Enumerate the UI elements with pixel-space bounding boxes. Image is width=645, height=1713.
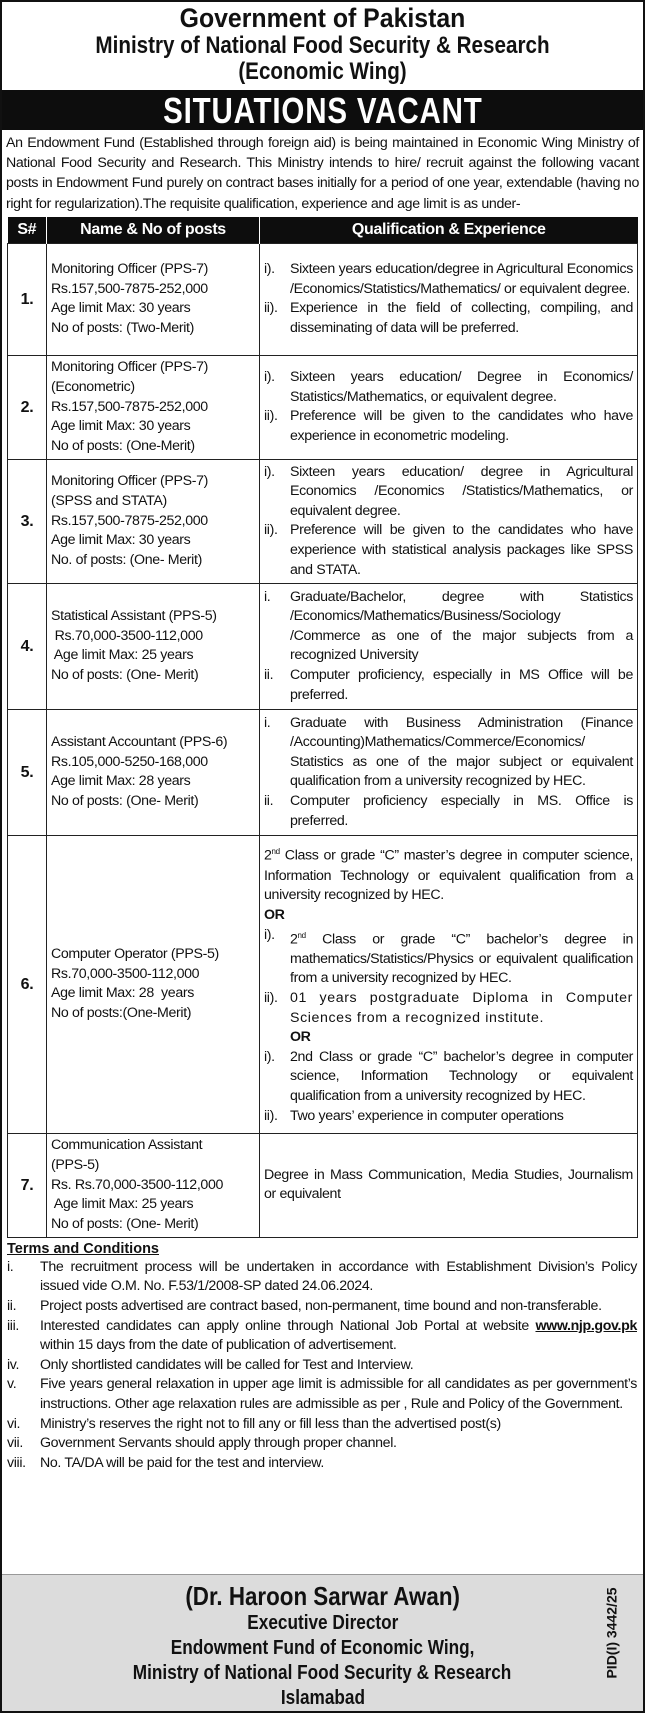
post-count: No of posts: (One-Merit) [51, 437, 195, 454]
row-qualification [260, 243, 638, 355]
terms-item: iii. Interested candidates can apply online through National Job Portal at website www.njp.gov.pk within 15 days from the date of publication of advertisement. [7, 1317, 637, 1354]
row-post-name [47, 1133, 260, 1237]
post-pay-scale: Rs.70,000-3500-112,000 [51, 965, 200, 982]
table-row [8, 583, 638, 709]
table-row [8, 243, 638, 355]
post-age-limit: Age limit Max: 30 years [51, 300, 191, 317]
njp-website-link[interactable]: www.njp.gov.pk [535, 1317, 637, 1334]
table-header-row [8, 217, 638, 244]
header [2, 2, 643, 85]
table-row [8, 355, 638, 459]
terms-item: vi. Ministry’s reserves the right not to fill any or fill less than the advertised post(s) [7, 1415, 501, 1432]
signature-footer [2, 1574, 643, 1711]
row-post-name [47, 583, 260, 709]
or-separator: OR [290, 1029, 311, 1046]
terms-item: viii. No. TA/DA will be paid for the test and interview. [7, 1454, 325, 1471]
qualification-item: i). Sixteen years education/degree in Agricultural Economics /Economics/Statistics/Mathematics/ or equivalent degree. [264, 261, 633, 297]
qualification-item: i). Sixteen years education/ Degree in Economics/ Statistics/Mathematics, or equivalent degree. [264, 369, 633, 405]
row-sn: 7. [8, 1133, 47, 1237]
post-age-limit: Age limit Max: 28 years [51, 773, 191, 790]
row-sn: 2. [8, 355, 47, 459]
signatory-city: Islamabad [280, 1687, 365, 1709]
terms-item: v. Five years general relaxation in upper age limit is admissible for all candidates as per government’s instructions. Other age relaxation rules are admissible as per , Rule and Policy of the Government. [7, 1376, 637, 1412]
row-qualification [260, 583, 638, 709]
terms-item: ii. Project posts advertised are contract based, non-permanent, time bound and non-transferable. [7, 1298, 602, 1314]
qualification-item: i. Graduate with Business Administration (Finance /Accounting)Mathematics/Commerce/Economics/ Statistics as one of the major subject or equivalent qualification from a university recognized by HEC. [264, 714, 633, 790]
post-count: No of posts: (One- Merit) [51, 1215, 199, 1232]
row-post-name [47, 243, 260, 355]
header-qualification: Qualification & Experience [260, 217, 638, 244]
post-count: No. of posts: (One- Merit) [51, 551, 202, 568]
terms-item: vii. Government Servants should apply through proper channel. [7, 1435, 397, 1452]
post-subtitle: (SPSS and STATA) [51, 492, 167, 509]
signatory-org: Endowment Fund of Economic Wing, [170, 1637, 475, 1659]
table-row [8, 1133, 638, 1237]
post-count: No of posts: (Two-Merit) [51, 319, 194, 336]
post-title: Assistant Accountant (PPS-6) [51, 734, 228, 751]
row-sn: 4. [8, 583, 47, 709]
row-qualification: Degree in Mass Communication, Media Studies, Journalism or equivalent [260, 1133, 638, 1237]
table-row [8, 459, 638, 583]
header-name: Name & No of posts [47, 217, 260, 244]
post-age-limit: Age limit Max: 25 years [51, 647, 194, 664]
header-government: Government of Pakistan [179, 3, 466, 33]
qualification-item: i. Graduate/Bachelor, degree with Statistics /Economics/Mathematics/Business/Sociology /Commerce as one of the major subjects from a recognized University [264, 588, 633, 664]
terms-item: iv. Only shortlisted candidates will be called for Test and Interview. [7, 1356, 414, 1373]
qualification-item: ii). Two years’ experience in computer operations [264, 1107, 564, 1124]
qualification-item: i). 2nd Class or grade “C” bachelor’s degree in computer science, Information Technology or equivalent qualification from a university recognized by HEC. [264, 1048, 633, 1105]
row-sn: 3. [8, 459, 47, 583]
post-age-limit: Age limit Max: 30 years [51, 418, 191, 435]
row-post-name [47, 709, 260, 835]
row-sn: 6. [8, 835, 47, 1133]
qualification-item: ii). Preference will be given to the candidates who have experience in econometric modeling. [264, 408, 633, 444]
qualification-item: ii). Preference will be given to the candidates who have experience with statistical analysis packages like SPSS and STATA. [264, 522, 633, 578]
post-age-limit: Age limit Max: 30 years [51, 532, 191, 549]
posts-table [7, 217, 638, 1238]
row-qualification [260, 355, 638, 459]
post-pay-scale: Rs.70,000-3500-112,000 [51, 627, 203, 644]
post-pay-scale: Rs. Rs.70,000-3500-112,000 [51, 1176, 224, 1193]
qualification-item: ii). Experience in the field of collecting, compiling, and disseminating of data will be preferred. [264, 300, 633, 336]
post-count: No of posts: (One- Merit) [51, 792, 199, 809]
post-age-limit: Age limit Max: 28 years [51, 985, 194, 1002]
pid-number: PID(I) 3442/25 [603, 1587, 620, 1679]
header-ministry: Ministry of National Food Security & Research [95, 32, 550, 59]
qualification-item: i). Sixteen years education/ degree in Agricultural Economics /Economics /Statistics/Mathematics, or equivalent degree. [264, 463, 633, 519]
qualification-item: ii. Computer proficiency, especially in MS Office will be preferred. [264, 666, 633, 703]
header-sn: S# [8, 217, 47, 244]
post-pay-scale: Rs.157,500-7875-252,000 [51, 512, 208, 529]
post-pay-scale: Rs.157,500-7875-252,000 [51, 398, 208, 415]
row-qualification [260, 835, 638, 1133]
post-subtitle: (PPS-5) [51, 1156, 100, 1173]
terms-item: i. The recruitment process will be undertaken in accordance with Establishment Division’s Policy issued vide O.M. No. F.53/1/2008-SP dated 24.06.2024. [7, 1258, 637, 1295]
post-subtitle: (Econometric) [51, 378, 135, 395]
post-title: Statistical Assistant (PPS-5) [51, 608, 217, 625]
or-separator: OR [264, 906, 285, 923]
qualification-item: ii). 01 years postgraduate Diploma in Computer Sciences from a recognized institute. [264, 990, 633, 1026]
signatory-name: (Dr. Haroon Sarwar Awan) [185, 1581, 460, 1611]
post-age-limit: Age limit Max: 25 years [51, 1196, 194, 1213]
intro-paragraph: An Endowment Fund (Established through foreign aid) is being maintained in Economic Wing Ministry of National Food Security and Research. This Ministry intends to hire/ recruit against the following vacant posts in Endowment Fund purely on contract bases initially for a period of one year, extendable (having no right for regularization).The requisite qualification, experience and age limit is as under- [6, 135, 639, 212]
row-post-name [47, 355, 260, 459]
row-sn: 5. [8, 709, 47, 835]
post-count: No of posts: (One- Merit) [51, 666, 199, 683]
row-post-name [47, 459, 260, 583]
qualification-item: ii. Computer proficiency especially in MS. Office is preferred. [264, 792, 633, 829]
row-sn: 1. [8, 243, 47, 355]
post-title: Monitoring Officer (PPS-7) [51, 473, 209, 490]
qualification-item: i). 2nd Class or grade “C” bachelor’s degree in mathematics/Statistics/Physics or equivalent qualification from a university recognized by HEC. [264, 926, 633, 987]
post-count: No of posts:(One-Merit) [51, 1004, 192, 1021]
situations-vacant-banner [2, 90, 643, 130]
terms-heading: Terms and Conditions [7, 1240, 159, 1257]
post-title: Monitoring Officer (PPS-7) [51, 261, 209, 278]
table-row [8, 709, 638, 835]
post-pay-scale: Rs.105,000-5250-168,000 [51, 753, 208, 770]
header-wing: (Economic Wing) [238, 58, 407, 85]
post-title: Monitoring Officer (PPS-7) [51, 359, 209, 376]
table-row [8, 835, 638, 1133]
post-pay-scale: Rs.157,500-7875-252,000 [51, 280, 208, 297]
signatory-ministry: Ministry of National Food Security & Research [133, 1662, 512, 1684]
terms-list [2, 1258, 643, 1474]
post-title: Communication Assistant [51, 1137, 203, 1154]
qualification-intro: 2nd Class or grade “C” master’s degree in computer science, Information Technology or equivalent qualification from a university recognized by HEC. [264, 847, 634, 904]
post-title: Computer Operator (PPS-5) [51, 946, 219, 963]
row-qualification [260, 459, 638, 583]
banner-title: SITUATIONS VACANT [162, 90, 483, 131]
row-qualification [260, 709, 638, 835]
signatory-title: Executive Director [246, 1612, 399, 1634]
row-post-name [47, 835, 260, 1133]
